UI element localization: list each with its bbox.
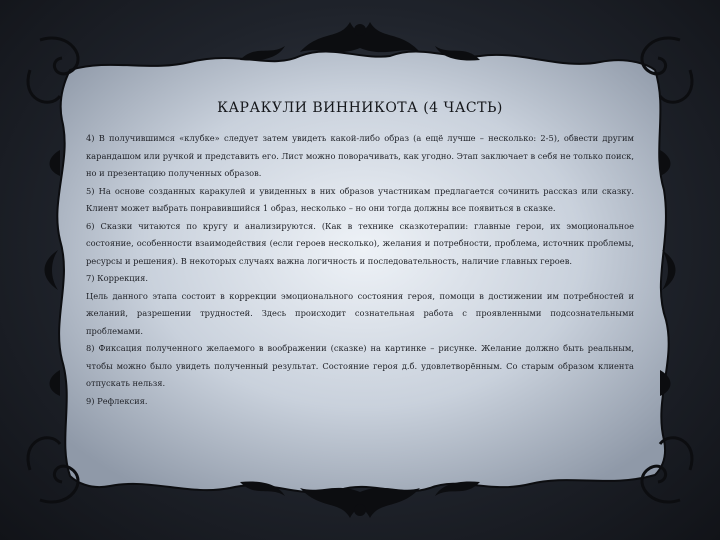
slide-title: КАРАКУЛИ ВИННИКОТА (4 ЧАСТЬ) <box>217 100 503 116</box>
paragraph-step-6: 6) Сказки читаются по кругу и анализируются. (Как в технике сказкотерапии: главные герои, их эмоциональное состояние, особенности взаимодействия (если героев несколько), желания и потребности, проблема, источник проблемы, ресурсы и решения). В некоторых случаях важна логичность и последовательность, наличие главных героев. <box>86 220 634 266</box>
paragraph-step-9: 9) Рефлексия. <box>86 395 148 406</box>
paragraph-correction-goal: Цель данного этапа состоит в коррекции эмоционального состояния героя, помощи в достижении им потребностей и желаний, разрешении трудностей. Здесь происходит сознательная работа с проявленными подсознательными проблемами. <box>86 290 634 336</box>
paragraph-step-4: 4) В получившимся «клубке» следует затем увидеть какой-либо образ (а ещё лучше – несколько: 2-5), обвести другим карандашом или ручкой и представить его. Лист можно поворачивать, как угодно. Этап заключает в себя не только поиск, но и презентацию полученных образов. <box>86 133 634 178</box>
paragraph-step-8: 8) Фиксация полученного желаемого в воображении (сказке) на картинке – рисунке. Желание должно быть реальным, чтобы можно было увидеть полученный результат. Состояние героя д.б. удовлетворённым. Со старым образом клиента отпускать нельзя. <box>86 343 634 388</box>
paragraph-step-5: 5) На основе созданных каракулей и увиденных в них образов участникам предлагается сочинить рассказ или сказку. Клиент может выбрать понравившийся 1 образ, несколько – но они тогда должны все появиться в сказке. <box>86 185 634 213</box>
slide-content <box>86 100 634 410</box>
paragraph-step-7: 7) Коррекция. <box>86 273 149 283</box>
